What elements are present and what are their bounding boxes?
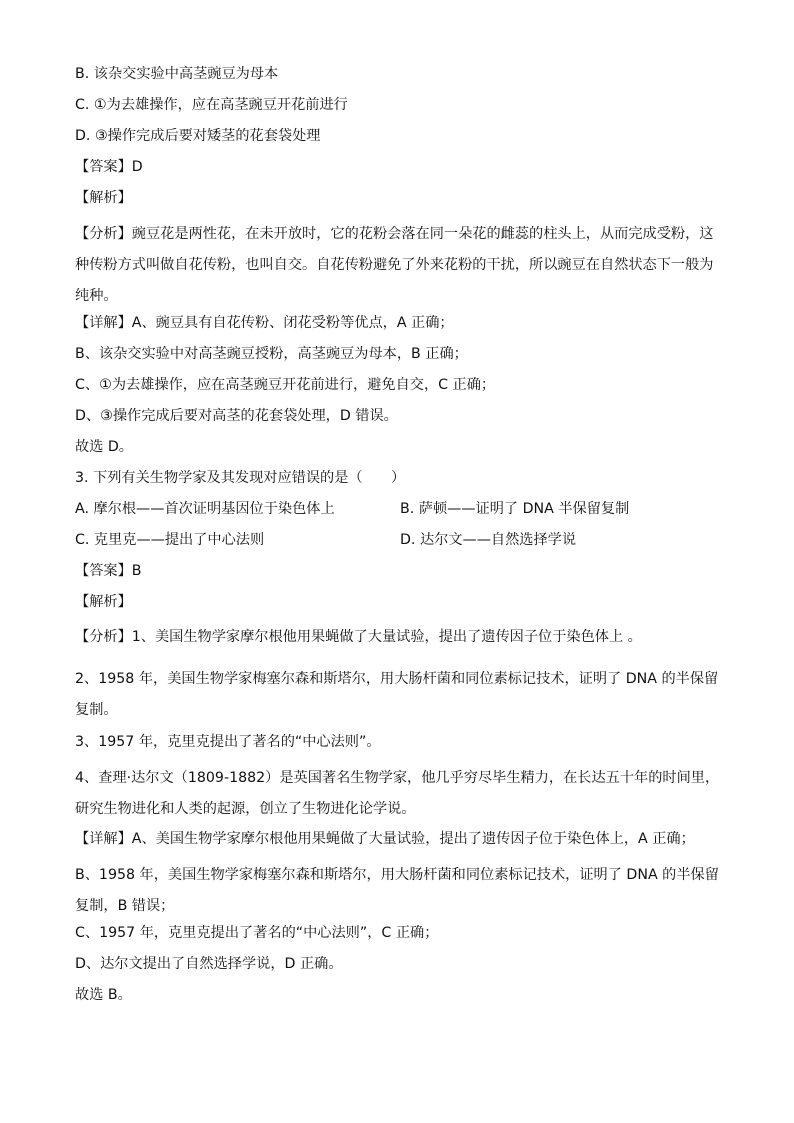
q2-answer: 【答案】D [75,159,143,175]
q3-option-c: C. 克里克——提出了中心法则 [75,532,265,548]
q3-detail-b: B、1958 年，美国生物学家梅塞尔森和斯塔尔，用大肠杆菌和同位素标记技术，证明了 DNA 的半保留复制，B 错误； [75,867,719,914]
q3-analysis-title: 【解析】 [75,594,132,610]
q3-options-row-2 [75,530,725,561]
q3-option-a: A. 摩尔根——首次证明基因位于染色体上 [75,501,335,517]
q3-conclusion: 故选 B。 [75,987,132,1003]
q2-detail-b: B、该杂交实验中对高茎豌豆授粉，高茎豌豆为母本，B 正确； [75,346,468,362]
q2-detail-d: D、③操作完成后要对高茎的花套袋处理，D 错误。 [75,408,398,424]
q3-analysis-3: 3、1957 年，克里克提出了著名的“中心法则”。 [75,734,381,750]
q3-analysis-1: 【分析】1、美国生物学家摩尔根他用果蝇做了大量试验，提出了遗传因子位于染色体上 。 [75,629,642,645]
page-content [75,64,725,1016]
q2-option-d: D. ③操作完成后要对矮茎的花套袋处理 [75,128,321,144]
q2-analysis-paragraph: 【分析】豌豆花是两性花，在未开放时，它的花粉会落在同一朵花的雌蕊的柱头上，从而完成受粉，这种传粉方式叫做自花传粉，也叫自交。自花传粉避免了外来花粉的干扰，所以豌豆在自然状态下一般为纯种。 [75,226,714,304]
q3-detail-a: 【详解】A、美国生物学家摩尔根他用果蝇做了大量试验，提出了遗传因子位于染色体上，A 正确； [75,831,695,847]
q2-detail-a: 【详解】A、豌豆具有自花传粉、闭花受粉等优点，A 正确； [75,315,454,331]
q3-option-b: B. 萨顿——证明了 DNA 半保留复制 [400,501,630,517]
q3-detail-d: D、达尔文提出了自然选择学说，D 正确。 [75,956,343,972]
q3-option-d: D. 达尔文——自然选择学说 [400,532,577,548]
q3-options-row-1 [75,499,725,530]
q3-analysis-4: 4、查理·达尔文（1809-1882）是英国著名生物学家，他几乎穷尽毕生精力，在长达五十年的时间里，研究生物进化和人类的起源，创立了生物进化论学说。 [75,770,720,817]
q3-answer: 【答案】B [75,563,142,579]
q2-conclusion: 故选 D。 [75,439,133,455]
q3-stem: 3. 下列有关生物学家及其发现对应错误的是（ ） [75,470,406,486]
q2-analysis-title: 【解析】 [75,190,132,206]
q3-analysis-2: 2、1958 年，美国生物学家梅塞尔森和斯塔尔，用大肠杆菌和同位素标记技术，证明了 DNA 的半保留复制。 [75,671,719,718]
q3-detail-c: C、1957 年，克里克提出了著名的“中心法则”，C 正确； [75,925,439,941]
q2-option-b: B. 该杂交实验中高茎豌豆为母本 [75,66,279,82]
q2-option-c: C. ①为去雄操作，应在高茎豌豆开花前进行 [75,97,348,113]
q2-detail-c: C、①为去雄操作，应在高茎豌豆开花前进行，避免自交，C 正确； [75,377,496,393]
